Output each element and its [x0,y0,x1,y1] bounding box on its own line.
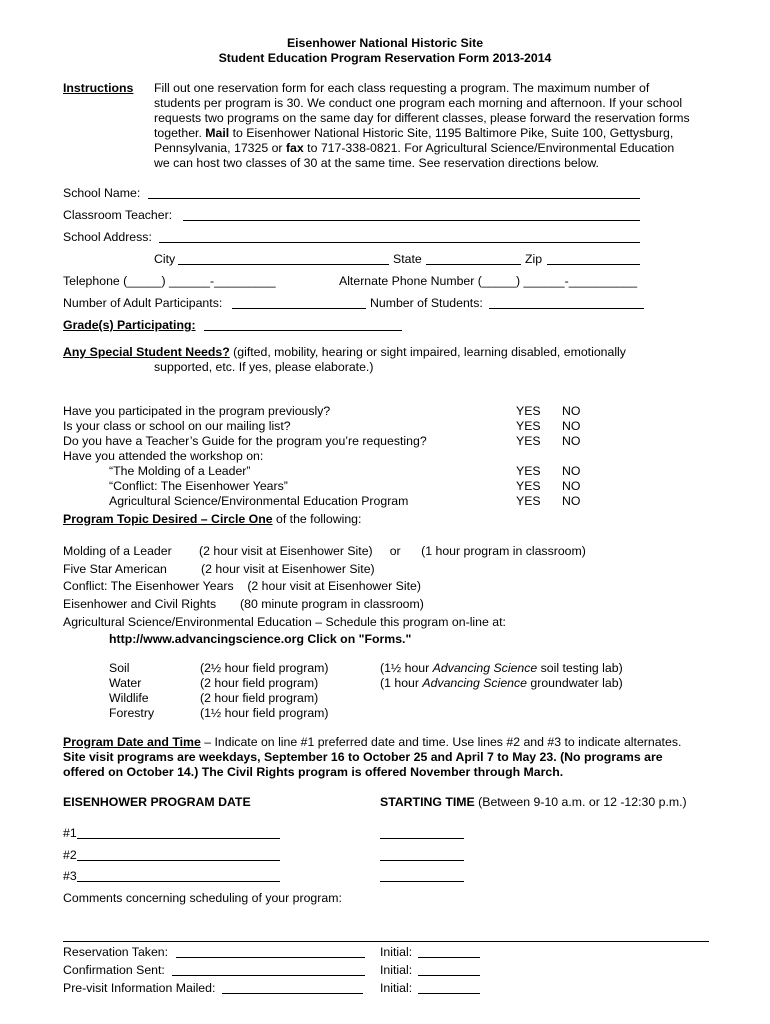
date-time-label: Program Date and Time [63,735,201,749]
school-name-field[interactable] [148,198,640,199]
question-mailing-list: Is your class or school on our mailing list? [63,419,291,433]
date-time-line-1: Program Date and Time – Indicate on line #1 preferred date and time. Use lines #2 and #3 to indicate alternates. [63,735,682,749]
sub-topic-lab: (1½ hour Advancing Science soil testing lab) [380,661,623,675]
topic-civil-rights[interactable]: Eisenhower and Civil Rights (80 minute program in classroom) [63,597,424,611]
date-field-2[interactable] [77,860,280,861]
question-workshop: Have you attended the workshop on: [63,449,264,463]
no-option[interactable]: NO [562,434,581,448]
zip-label: Zip [525,252,543,266]
no-option[interactable]: NO [562,494,581,508]
form-title: Eisenhower National Historic Site [286,36,484,50]
sub-topic-soil[interactable]: Soil [109,661,130,675]
topic-agricultural[interactable]: Agricultural Science/Environmental Education – Schedule this program on-line at: [63,615,506,629]
no-option[interactable]: NO [562,479,581,493]
sub-topic-water[interactable]: Water [109,676,142,690]
instructions-line-2: students per program is 30. We conduct one program each morning and afternoon. If your school [154,96,683,110]
special-needs-label: Any Special Student Needs? [63,345,230,359]
question-participated: Have you participated in the program previously? [63,404,331,418]
sub-topic-wildlife[interactable]: Wildlife [109,691,149,705]
yes-option[interactable]: YES [516,464,541,478]
initial-label: Initial: [380,981,413,995]
sub-topic-lab: (1 hour Advancing Science groundwater lab) [380,676,623,690]
question-teachers-guide: Do you have a Teacher’s Guide for the program you’re requesting? [63,434,427,448]
no-option[interactable]: NO [562,404,581,418]
previsit-mailed-field[interactable] [222,993,363,994]
date-field-1[interactable] [77,838,280,839]
grades-label: Grade(s) Participating: [63,318,196,332]
school-address-field[interactable] [159,242,640,243]
yes-option[interactable]: YES [516,434,541,448]
state-label: State [393,252,422,266]
topic-conflict[interactable]: Conflict: The Eisenhower Years (2 hour visit at Eisenhower Site) [63,579,421,593]
yes-option[interactable]: YES [516,404,541,418]
zip-field[interactable] [547,264,640,265]
initial-field[interactable] [418,957,480,958]
state-field[interactable] [426,264,521,265]
question-agricultural: Agricultural Science/Environmental Education Program [109,494,409,508]
sub-topic-duration: (2 hour field program) [200,676,319,690]
yes-option[interactable]: YES [516,494,541,508]
alternate-phone-field[interactable]: Alternate Phone Number (_____) ______-__________ [339,274,638,288]
comments-label: Comments concerning scheduling of your program: [63,891,342,905]
special-needs-line-2: supported, etc. If yes, please elaborate.) [154,360,374,374]
date-line-1-label: #1 [63,826,77,840]
program-topic-label: Program Topic Desired – Circle One [63,512,273,526]
office-use-divider [63,941,709,942]
date-line-2-label: #2 [63,848,77,862]
confirmation-sent-label: Confirmation Sent: [63,963,165,977]
sub-topic-duration: (1½ hour field program) [200,706,329,720]
no-option[interactable]: NO [562,419,581,433]
city-label: City [154,252,176,266]
instructions-label: Instructions [63,81,134,95]
adult-participants-field[interactable] [232,308,366,309]
mail-emphasis: Mail [205,126,230,140]
initial-label: Initial: [380,963,413,977]
special-needs-line-1: Any Special Student Needs? (gifted, mobility, hearing or sight impaired, learning disabled, emotionally [63,345,626,359]
question-molding-leader: “The Molding of a Leader” [109,464,251,478]
initial-field[interactable] [418,975,480,976]
time-field-2[interactable] [380,860,464,861]
form-subtitle: Student Education Program Reservation Form 2013-2014 [218,51,552,65]
classroom-teacher-label: Classroom Teacher: [63,208,173,222]
telephone-field[interactable]: Telephone (_____) ______-_________ [63,274,276,288]
instructions-line-5: Pennsylvania, 17325 or fax to 717-338-0821. For Agricultural Science/Environmental Education [154,141,675,155]
sub-topic-duration: (2 hour field program) [200,691,319,705]
time-field-1[interactable] [380,838,464,839]
sub-topic-duration: (2½ hour field program) [200,661,329,675]
time-field-3[interactable] [380,881,464,882]
previsit-mailed-label: Pre-visit Information Mailed: [63,981,216,995]
date-time-line-3: offered on October 14.) The Civil Rights program is offered November through March. [63,765,564,779]
grades-field[interactable] [204,330,402,331]
city-field[interactable] [178,264,389,265]
reservation-taken-label: Reservation Taken: [63,945,169,959]
instructions-line-1: Fill out one reservation form for each class requesting a program. The maximum number of [154,81,650,95]
confirmation-sent-field[interactable] [172,975,365,976]
initial-label: Initial: [380,945,413,959]
reservation-taken-field[interactable] [176,957,365,958]
question-conflict: “Conflict: The Eisenhower Years” [109,479,288,493]
date-time-line-2: Site visit programs are weekdays, September 16 to October 25 and April 7 to May 23. (No programs are [63,750,663,764]
instructions-line-6: we can host two classes of 30 at the same time. See reservation directions below. [154,156,599,170]
sub-topic-forestry[interactable]: Forestry [109,706,155,720]
date-field-3[interactable] [77,881,280,882]
instructions-line-4: together. Mail to Eisenhower National Historic Site, 1195 Baltimore Pike, Suite 100, Gettysburg, [154,126,674,140]
program-date-header: EISENHOWER PROGRAM DATE [63,795,251,809]
date-line-3-label: #3 [63,869,77,883]
topic-five-star[interactable]: Five Star American (2 hour visit at Eisenhower Site) [63,562,375,576]
num-students-label: Number of Students: [370,296,483,310]
yes-option[interactable]: YES [516,479,541,493]
classroom-teacher-field[interactable] [183,220,640,221]
school-address-label: School Address: [63,230,152,244]
instructions-line-3: requests two programs on the same day for different classes, please forward the reservation forms [154,111,690,125]
school-name-label: School Name: [63,186,141,200]
advancing-science-url[interactable]: http://www.advancingscience.org Click on "Forms." [109,632,412,646]
topic-molding-leader[interactable]: Molding of a Leader (2 hour visit at Eisenhower Site) or (1 hour program in classroom) [63,544,586,558]
adult-participants-label: Number of Adult Participants: [63,296,223,310]
num-students-field[interactable] [489,308,644,309]
initial-field[interactable] [418,993,480,994]
fax-emphasis: fax [285,141,304,155]
starting-time-header: STARTING TIME (Between 9-10 a.m. or 12 -12:30 p.m.) [380,795,687,809]
program-topic-heading: Program Topic Desired – Circle One of the following: [63,512,362,526]
yes-option[interactable]: YES [516,419,541,433]
no-option[interactable]: NO [562,464,581,478]
